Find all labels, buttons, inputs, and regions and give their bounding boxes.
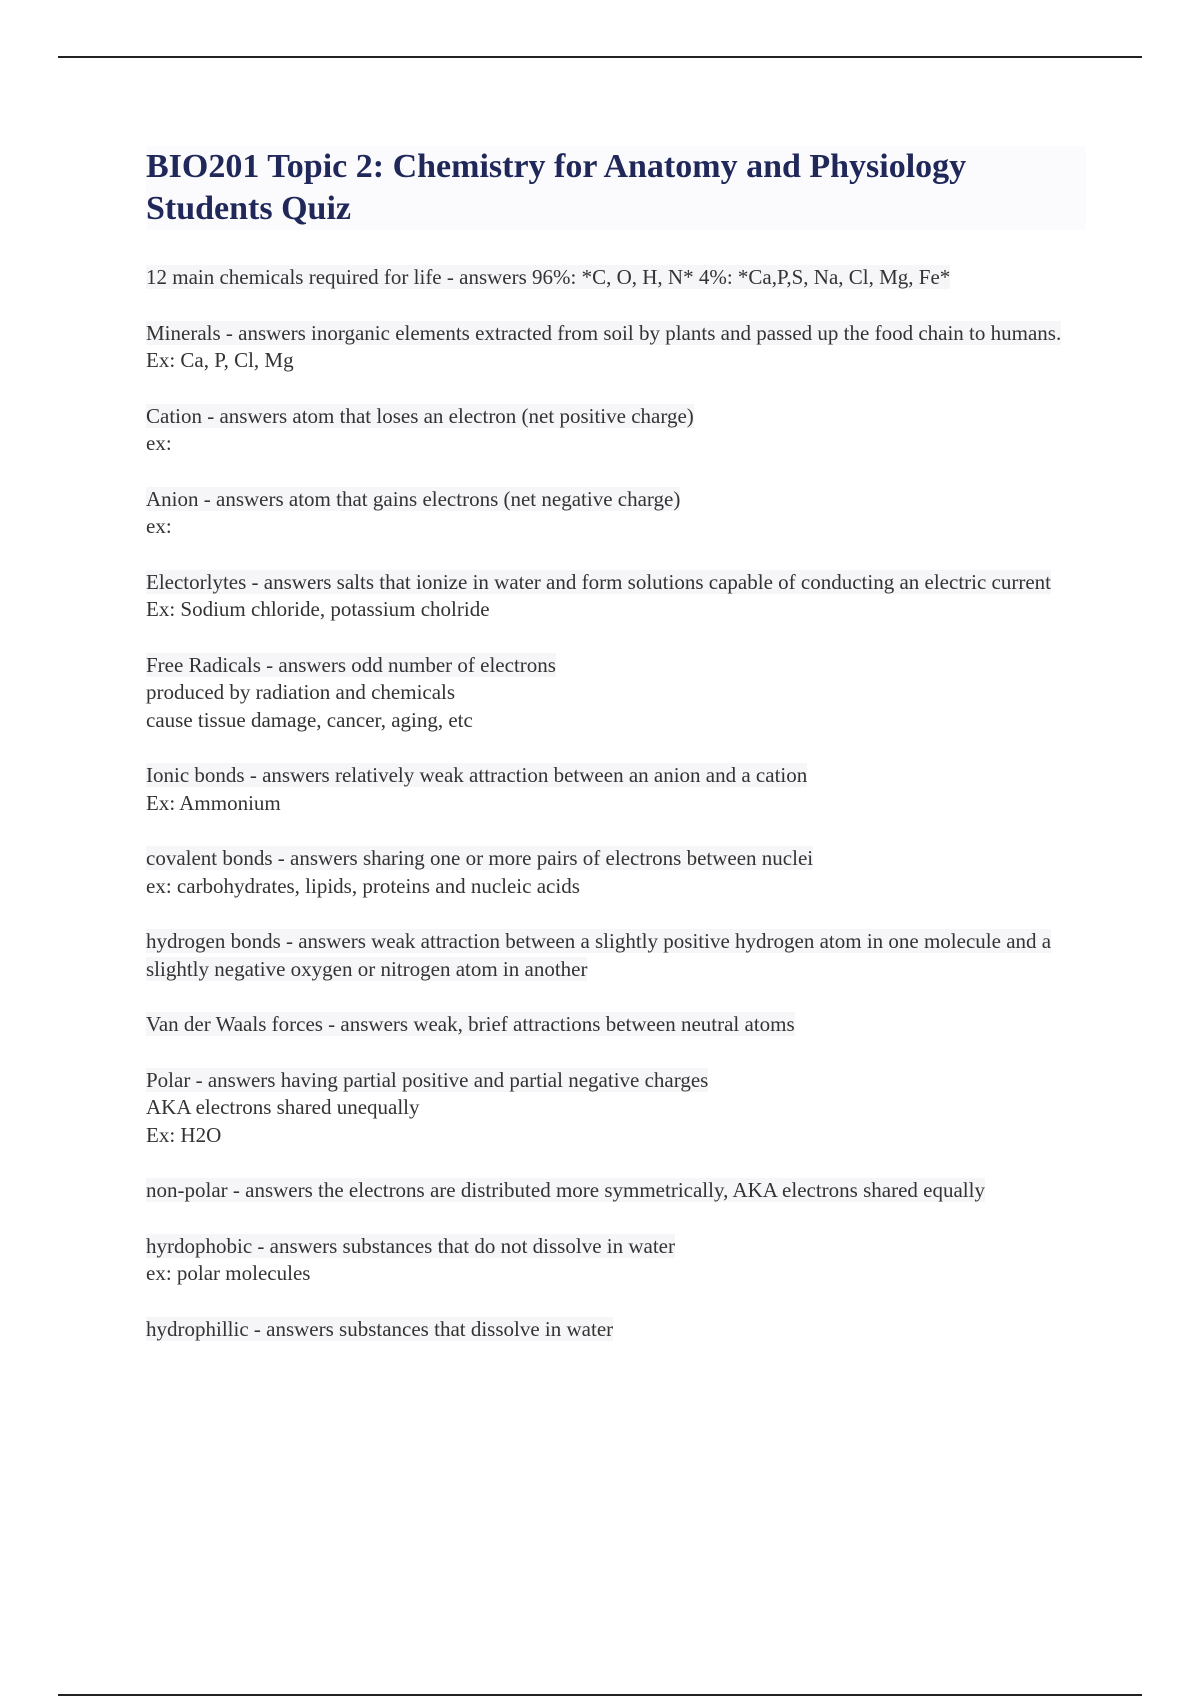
flashcard-entry — [146, 1011, 1086, 1039]
flashcard-entry — [146, 1316, 1086, 1344]
flashcard-detail-line: AKA electrons shared unequally — [146, 1095, 420, 1119]
flashcard-entry — [146, 762, 1086, 817]
top-rule — [58, 56, 1142, 58]
flashcard-entry — [146, 320, 1086, 375]
flashcard-detail-line: ex: — [146, 431, 172, 455]
flashcard-entry — [146, 1233, 1086, 1288]
flashcard-entry — [146, 569, 1086, 624]
flashcard-entry — [146, 845, 1086, 900]
flashcard-list — [146, 264, 1086, 1343]
flashcard-entry — [146, 486, 1086, 541]
document-title: BIO201 Topic 2: Chemistry for Anatomy and Physiology Students Quiz — [146, 146, 1086, 230]
flashcard-entry — [146, 1177, 1086, 1205]
flashcard-detail-line: Ex: Sodium chloride, potassium cholride — [146, 597, 490, 621]
flashcard-term-answer: Anion - answers atom that gains electrons (net negative charge) — [146, 486, 681, 511]
flashcard-detail-line: Ex: Ca, P, Cl, Mg — [146, 348, 294, 372]
flashcard-term-answer: Ionic bonds - answers relatively weak attraction between an anion and a cation — [146, 763, 808, 787]
flashcard-term-answer: covalent bonds - answers sharing one or more pairs of electrons between nuclei — [146, 846, 814, 870]
flashcard-detail-line: Ex: H2O — [146, 1122, 222, 1147]
flashcard-term-answer: Electorlytes - answers salts that ionize in water and form solutions capable of conducting an electric current — [146, 569, 1052, 594]
flashcard-term-answer: hydrogen bonds - answers weak attraction between a slightly positive hydrogen atom in one molecule and a slightly negative oxygen or nitrogen atom in another — [146, 929, 1052, 981]
flashcard-term-answer: hydrophillic - answers substances that dissolve in water — [146, 1316, 614, 1341]
flashcard-entry — [146, 264, 1086, 292]
flashcard-term-answer: hyrdophobic - answers substances that do not dissolve in water — [146, 1233, 675, 1258]
flashcard-entry — [146, 652, 1086, 735]
flashcard-detail-line: Ex: Ammonium — [146, 790, 281, 815]
flashcard-entry — [146, 1067, 1086, 1150]
flashcard-detail-line: ex: carbohydrates, lipids, proteins and nucleic acids — [146, 873, 580, 898]
flashcard-term-answer: Minerals - answers inorganic elements extracted from soil by plants and passed up the food chain to humans. — [146, 320, 1062, 345]
flashcard-term-answer: Cation - answers atom that loses an electron (net positive charge) — [146, 403, 694, 428]
flashcard-term-answer: 12 main chemicals required for life - answers 96%: *C, O, H, N* 4%: *Ca,P,S, Na, Cl, Mg, Fe* — [146, 265, 951, 289]
flashcard-term-answer: Van der Waals forces - answers weak, brief attractions between neutral atoms — [146, 1012, 795, 1036]
flashcard-term-answer: Polar - answers having partial positive and partial negative charges — [146, 1067, 709, 1092]
flashcard-detail-line: produced by radiation and chemicals — [146, 680, 456, 704]
bottom-rule — [58, 1694, 1142, 1696]
flashcard-term-answer: Free Radicals - answers odd number of electrons — [146, 652, 556, 677]
flashcard-term-answer: non-polar - answers the electrons are distributed more symmetrically, AKA electrons shared equally — [146, 1178, 985, 1202]
flashcard-detail-line: cause tissue damage, cancer, aging, etc — [146, 707, 473, 732]
flashcard-entry — [146, 403, 1086, 458]
flashcard-detail-line: ex: polar molecules — [146, 1261, 311, 1285]
flashcard-detail-line: ex: — [146, 514, 172, 538]
flashcard-entry — [146, 928, 1086, 983]
document-page — [146, 146, 1086, 1371]
